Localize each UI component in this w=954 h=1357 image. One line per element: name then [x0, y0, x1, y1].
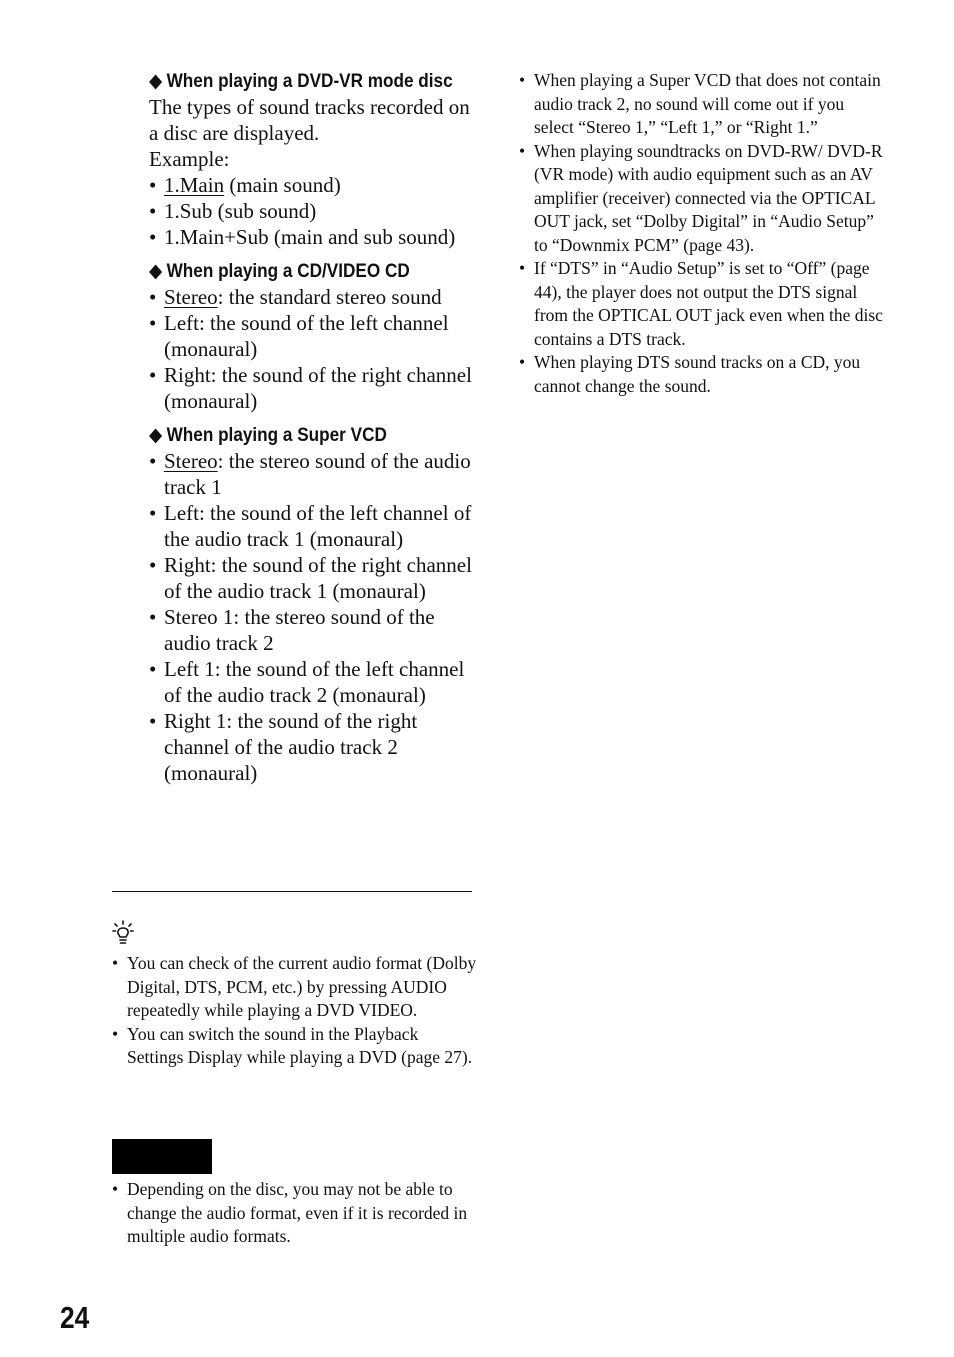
list-item-text: : the stereo sound of the audio track 1 — [164, 449, 471, 499]
list-item — [149, 604, 479, 656]
note-item: • When playing a Super VCD that does not contain audio track 2, no sound will come out if you select “Stereo 1,” “Left 1,” or “Right 1.” — [519, 69, 884, 140]
diamond-bullet-icon: ◆ — [149, 70, 163, 92]
sound-list — [149, 284, 479, 414]
list-item-text: (main sound) — [224, 173, 341, 197]
list-item-text: Right 1: the sound of the right channel of the audio track 2 (monaural) — [164, 709, 418, 785]
default-setting: Stereo — [164, 285, 218, 309]
list-item — [149, 284, 479, 310]
list-item — [149, 500, 479, 552]
list-item-text: Right: the sound of the right channel (monaural) — [164, 363, 472, 413]
sound-list — [149, 172, 479, 250]
diamond-bullet-icon: ◆ — [149, 424, 163, 446]
list-item-text: 1.Main+Sub (main and sub sound) — [164, 225, 456, 249]
example-label: Example: — [149, 147, 230, 171]
list-item-text: Left 1: the sound of the left channel of the audio track 2 (monaural) — [164, 657, 465, 707]
list-item — [149, 656, 479, 708]
section-divider — [112, 891, 472, 892]
list-item-text: : the standard stereo sound — [217, 285, 442, 309]
diamond-bullet-icon: ◆ — [149, 260, 163, 282]
list-item — [149, 448, 479, 500]
list-item-text: Left: the sound of the left channel of the audio track 1 (monaural) — [164, 501, 472, 551]
section-heading-text: When playing a Super VCD — [166, 424, 387, 446]
section-heading-text: When playing a DVD-VR mode disc — [166, 70, 453, 92]
list-item-text: Left: the sound of the left channel (monaural) — [164, 311, 449, 361]
list-item-text: 1.Sub (sub sound) — [164, 199, 317, 223]
list-item — [149, 552, 479, 604]
page-number: 24 — [60, 1300, 90, 1335]
list-item — [149, 708, 479, 786]
list-item — [149, 362, 479, 414]
note-item: • When playing soundtracks on DVD-RW/ DVD-R (VR mode) with audio equipment such as an AV amplifier (receiver) connected via the OPTICAL OUT jack, set “Dolby Digital” in “Audio Setup” to “Downmix PCM” (page 43). — [519, 140, 884, 258]
tip-list — [112, 952, 477, 1070]
notes-list — [519, 69, 884, 398]
default-setting: 1.Main — [164, 173, 225, 197]
section-heading — [149, 422, 475, 448]
note-item: • When playing DTS sound tracks on a CD, you cannot change the sound. — [519, 351, 884, 398]
section-dvd-vr — [149, 68, 479, 250]
tip-block — [112, 920, 477, 1070]
tip-item: • You can check of the current audio format (Dolby Digital, DTS, PCM, etc.) by pressing AUDIO repeatedly while playing a DVD VIDEO. — [112, 952, 477, 1023]
right-column — [519, 69, 884, 398]
left-column — [149, 68, 479, 794]
note-list — [112, 1178, 477, 1249]
intro-text: The types of sound tracks recorded on a disc are displayed. — [149, 95, 470, 145]
note-label-box — [112, 1139, 212, 1174]
section-heading — [149, 258, 475, 284]
section-super-vcd — [149, 422, 479, 786]
list-item — [149, 172, 479, 198]
list-item — [149, 224, 479, 250]
section-heading — [149, 68, 475, 94]
sound-list — [149, 448, 479, 786]
section-heading-text: When playing a CD/VIDEO CD — [166, 260, 410, 282]
note-block — [112, 1139, 477, 1249]
list-item-text: Stereo 1: the stereo sound of the audio track 2 — [164, 605, 435, 655]
list-item-text: Right: the sound of the right channel of the audio track 1 (monaural) — [164, 553, 472, 603]
note-item: • Depending on the disc, you may not be able to change the audio format, even if it is recorded in multiple audio formats. — [112, 1178, 477, 1249]
section-cd-video-cd — [149, 258, 479, 414]
list-item — [149, 198, 479, 224]
default-setting: Stereo — [164, 449, 218, 473]
note-item: • If “DTS” in “Audio Setup” is set to “Off” (page 44), the player does not output the DTS signal from the OPTICAL OUT jack even when the disc contains a DTS track. — [519, 257, 884, 351]
lightbulb-icon — [112, 920, 134, 948]
tip-item: • You can switch the sound in the Playback Settings Display while playing a DVD (page 27). — [112, 1023, 477, 1070]
list-item — [149, 310, 479, 362]
